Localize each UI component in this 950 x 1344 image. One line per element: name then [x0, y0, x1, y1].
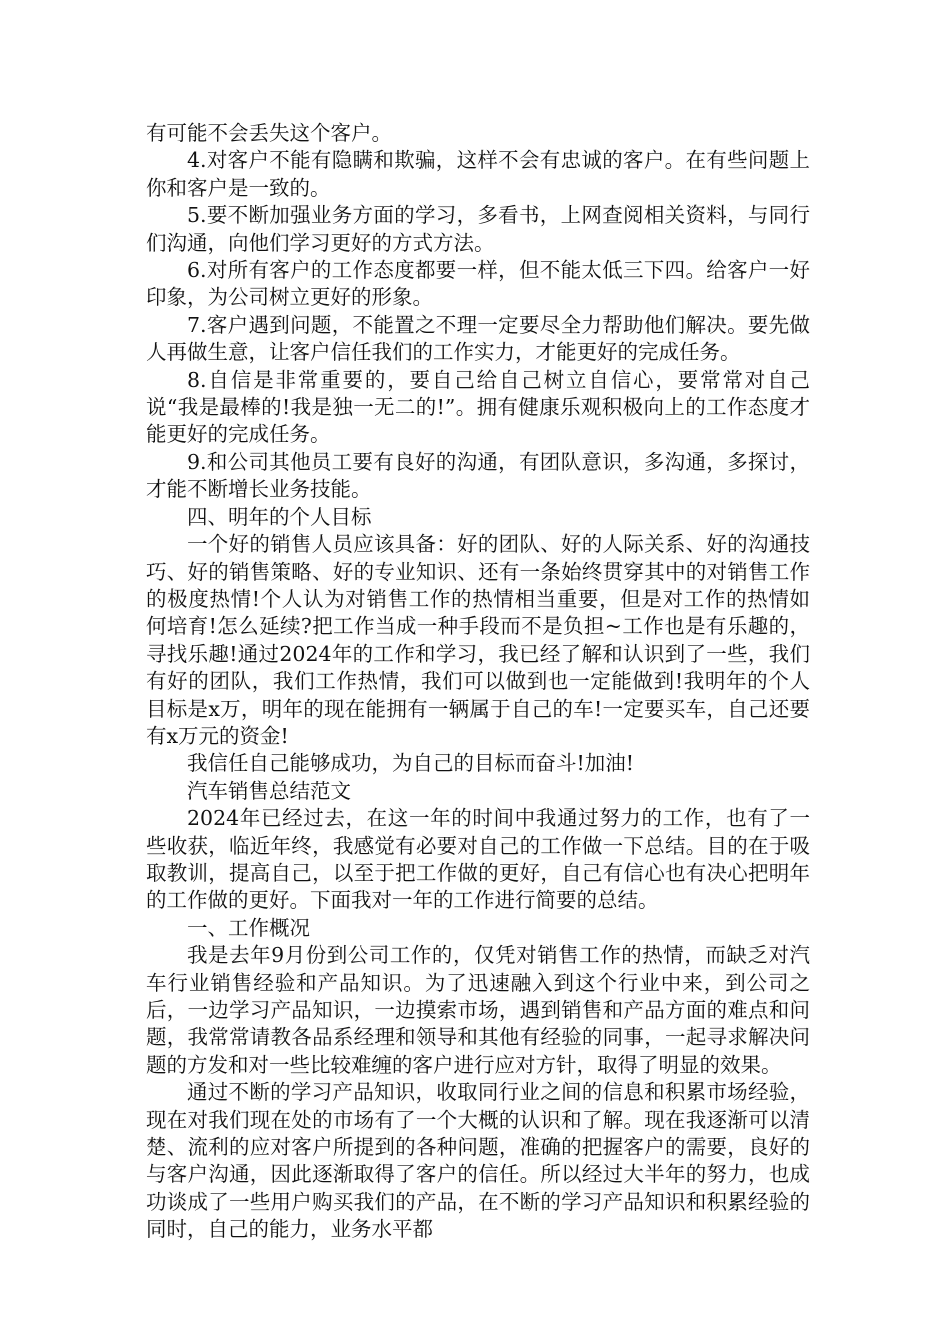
paragraph-3: 5.要不断加强业务方面的学习，多看书，上网查阅相关资料，与同行们沟通，向他们学习更好的方式方法。 — [146, 203, 810, 255]
article-title: 汽车销售总结范文 — [187, 778, 351, 803]
paragraph-1: 有可能不会丢失这个客户。 — [146, 121, 392, 145]
paragraph-12: 2024年已经过去，在这一年的时间中我通过努力的工作，也有了一些收获，临近年终，我感觉有必要对自己的工作做一下总结。目的在于吸取教训，提高自己，以至于把工作做的更好，自己有信心也有决心把明年的工作做的更好。下面我对一年的工作进行简要的总结。 — [146, 806, 810, 913]
section-heading-goals: 四、明年的个人目标 — [187, 504, 372, 529]
paragraph-4: 6.对所有客户的工作态度都要一样，但不能太低三下四。给客户一好印象，为公司树立更好的形象。 — [146, 258, 810, 310]
paragraph-15: 通过不断的学习产品知识，收取同行业之间的信息和积累市场经验，现在对我们现在处的市场有了一个大概的认识和了解。现在我逐渐可以清楚、流利的应对客户所提到的各种问题，准确的把握客户的需要，良好的与客户沟通，因此逐渐取得了客户的信任。所以经过大半年的努力，也成功谈成了一些用户购买我们的产品，在不断的学习产品知识和积累经验的同时，自己的能力，业务水平都 — [146, 1080, 810, 1242]
paragraph-7: 9.和公司其他员工要有良好的沟通，有团队意识，多沟通，多探讨，才能不断增长业务技能。 — [146, 449, 810, 502]
paragraph-6: 8.自信是非常重要的，要自己给自己树立自信心，要常常对自己说“我是最棒的!我是独一无二的!”。拥有健康乐观积极向上的工作态度才能更好的完成任务。 — [146, 367, 810, 447]
paragraph-9: 一个好的销售人员应该具备：好的团队、好的人际关系、好的沟通技巧、好的销售策略、好的专业知识、还有一条始终贯穿其中的对销售工作的极度热情!个人认为对销售工作的热情相当重要，但是对工作的热情如何培育!怎么延续?把工作当成一种手段而不是负担~工作也是有乐趣的，寻找乐趣!通过2024年的工作和学习，我已经了解和认识到了一些，我们有好的团队，我们工作热情，我们可以做到也一定能做到!我明年的个人目标是x万，明年的现在能拥有一辆属于自己的车!一定要买车，自己还要有x万元的资金! — [146, 532, 810, 748]
document-body — [146, 120, 810, 1244]
paragraph-5: 7.客户遇到问题，不能置之不理一定要尽全力帮助他们解决。要先做人再做生意，让客户信任我们的工作实力，才能更好的完成任务。 — [146, 312, 810, 365]
paragraph-10: 我信任自己能够成功，为自己的目标而奋斗!加油! — [187, 751, 634, 776]
section-heading-overview: 一、工作概况 — [187, 915, 310, 940]
paragraph-14: 我是去年9月份到公司工作的，仅凭对销售工作的热情，而缺乏对汽车行业销售经验和产品知识。为了迅速融入到这个行业中来，到公司之后，一边学习产品知识，一边摸索市场，遇到销售和产品方面的难点和问题，我常常请教各品系经理和领导和其他有经验的同事，一起寻求解决问题的方发和对一些比较难缠的客户进行应对方针，取得了明显的效果。 — [146, 943, 810, 1077]
paragraph-2: 4.对客户不能有隐瞒和欺骗，这样不会有忠诚的客户。在有些问题上你和客户是一致的。 — [146, 148, 810, 200]
